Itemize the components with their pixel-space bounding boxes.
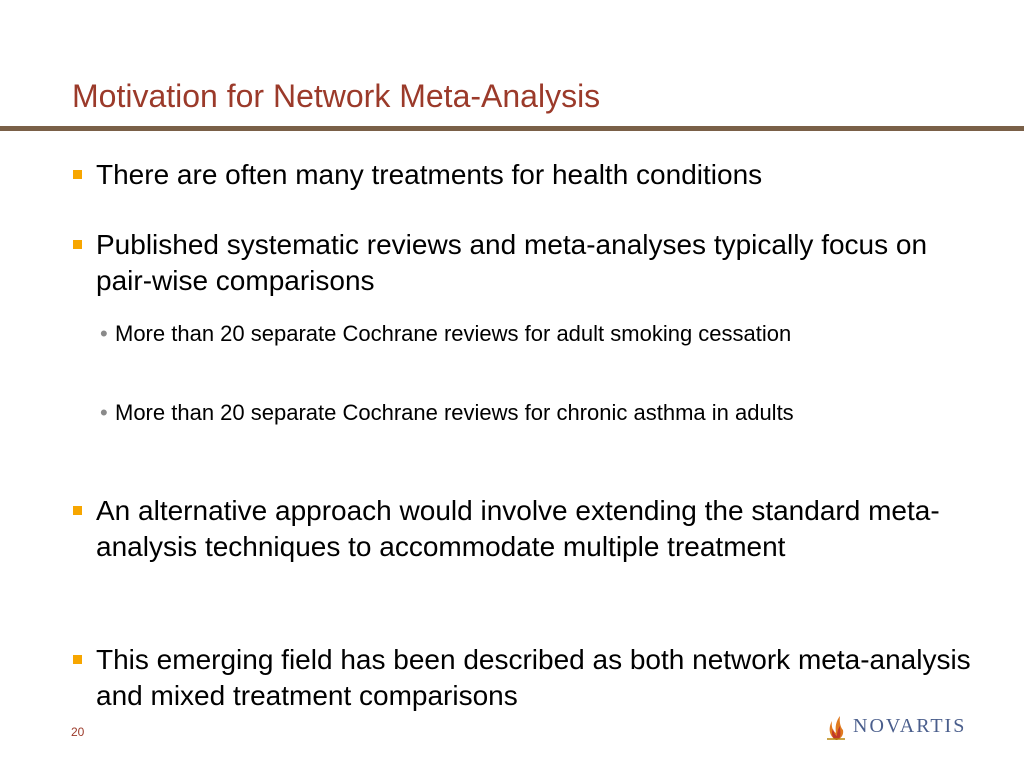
sub-bullet-text: More than 20 separate Cochrane reviews for adult smoking cessation [115, 321, 792, 346]
bullet-item [96, 642, 976, 714]
bullet-item [96, 493, 976, 565]
square-bullet-icon [73, 170, 82, 179]
bullet-item [96, 227, 976, 299]
square-bullet-icon [73, 655, 82, 664]
bullet-text: Published systematic reviews and meta-analyses typically focus on pair-wise comparisons [96, 229, 928, 296]
bullet-text: An alternative approach would involve extending the standard meta-analysis techniques to accommodate multiple treatment [96, 495, 940, 562]
logo-wordmark: NOVARTIS [853, 715, 967, 737]
page-number: 20 [71, 725, 85, 739]
sub-bullet-item [100, 319, 895, 349]
sub-bullet-text: More than 20 separate Cochrane reviews for chronic asthma in adults [115, 400, 794, 425]
square-bullet-icon [73, 506, 82, 515]
slide-title: Motivation for Network Meta-Analysis [72, 78, 601, 114]
dot-bullet-icon: • [100, 400, 108, 425]
bullet-text: There are often many treatments for health conditions [96, 159, 763, 190]
bullet-text: This emerging field has been described as both network meta-analysis and mixed treatment comparisons [96, 644, 971, 711]
sub-bullet-item [100, 398, 895, 428]
square-bullet-icon [73, 240, 82, 249]
title-divider [0, 126, 1024, 131]
bullet-item [96, 157, 976, 193]
novartis-logo [821, 712, 971, 742]
novartis-flame-icon [821, 712, 851, 742]
dot-bullet-icon: • [100, 321, 108, 346]
